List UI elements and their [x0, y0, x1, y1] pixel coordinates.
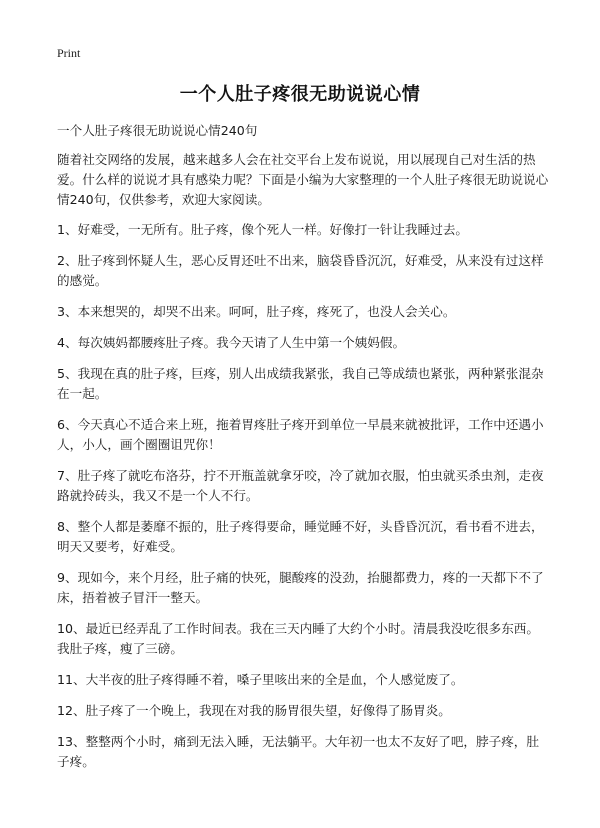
- list-item: 1、好难受，一无所有。肚子疼，像个死人一样。好像打一针让我睡过去。: [57, 222, 469, 237]
- list-item: 10、最近已经弄乱了工作时间表。我在三天内睡了大约个小时。清晨我没吃很多东西。我肚子疼，瘦了三磅。: [57, 621, 539, 656]
- intro-paragraph: 随着社交网络的发展，越来越多人会在社交平台上发布说说，用以展现自己对生活的热爱。什么样的说说才具有感染力呢？下面是小编为大家整理的一个人肚子疼很无助说说心情240句，仅供参考，欢迎大家阅读。: [57, 152, 549, 207]
- list-item: 5、我现在真的肚子疼，巨疼，别人出成绩我紧张，我自己等成绩也紧张，两种紧张混杂在一起。: [57, 366, 544, 401]
- list-item: 2、肚子疼到怀疑人生，恶心反胃还吐不出来，脑袋昏昏沉沉，好难受，从来没有过这样的感觉。: [57, 253, 544, 288]
- list-item: 11、大半夜的肚子疼得睡不着，嗓子里咳出来的全是血，个人感觉废了。: [57, 672, 464, 687]
- list-item: 7、肚子疼了就吃布洛芬，拧不开瓶盖就拿牙咬，冷了就加衣服，怕虫就买杀虫剂，走夜路就拎砖头，我又不是一个人不行。: [57, 468, 544, 503]
- print-label: Print: [57, 46, 81, 60]
- list-item: 3、本来想哭的，却哭不出来。呵呵，肚子疼，疼死了，也没人会关心。: [57, 304, 456, 319]
- list-item: 12、肚子疼了一个晚上，我现在对我的肠胃很失望，好像得了肠胃炎。: [57, 703, 451, 718]
- list-item: 9、现如今，来个月经，肚子痛的快死，腿酸疼的没劲，抬腿都费力，疼的一天都下不了床，捂着被子冒汗一整天。: [57, 570, 544, 605]
- list-item: 6、今天真心不适合来上班，拖着胃疼肚子疼开到单位一早晨来就被批评，工作中还遇小人，小人，画个圈圈诅咒你！: [57, 417, 544, 452]
- list-item: 8、整个人都是萎靡不振的，肚子疼得要命，睡觉睡不好，头昏昏沉沉，看书看不进去，明天又要考，好难受。: [57, 519, 544, 554]
- document-subtitle: 一个人肚子疼很无助说说心情240句: [57, 123, 258, 138]
- document-title: 一个人肚子疼很无助说说心情: [179, 84, 421, 105]
- document-body: [57, 121, 550, 783]
- list-item: 13、整整两个小时，痛到无法入睡，无法躺平。大年初一也太不友好了吧，脖子疼，肚子疼。: [57, 734, 539, 769]
- list-item: 4、每次姨妈都腰疼肚子疼。我今天请了人生中第一个姨妈假。: [57, 335, 406, 350]
